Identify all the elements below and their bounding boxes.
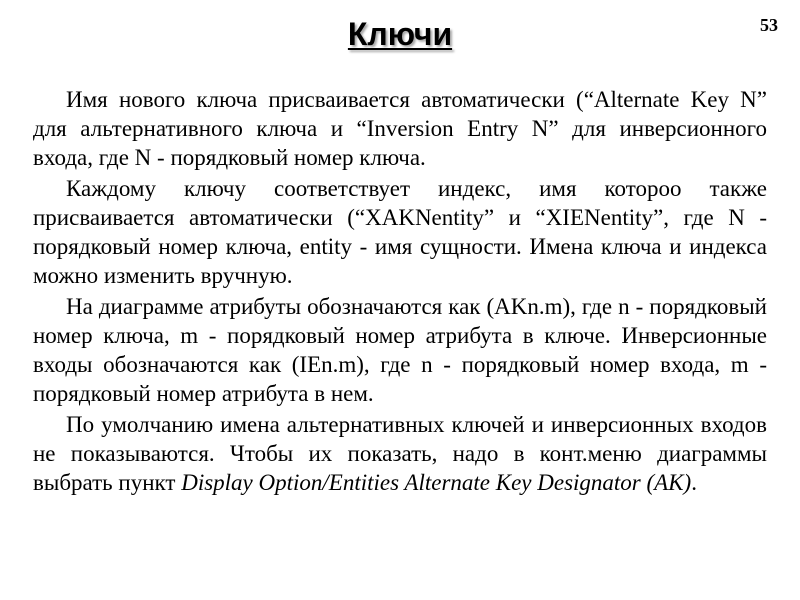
paragraph-index-names: Каждому ключу соответствует индекс, имя котороо также присваивается автоматически (“XAKNentity” и “XIENentity”, где N - порядковый номер ключа, entity - имя сущности. Имена ключа и индекса можно изменить вручную. [33,176,767,288]
paragraph-end: . [691,470,697,495]
paragraph-default-display [33,410,767,497]
paragraph-key-names: Имя нового ключа присваивается автоматически (“Alternate Key N” для альтернативного ключа и “Inversion Entry N” для инверсионного входа, где N - порядковый номер ключа. [33,87,767,170]
paragraph-default-display-text: По умолчанию имена альтернативных ключей и инверсионных входов не показываются. Чтобы их показать, надо в конт.меню диаграммы выбрать пункт [33,412,767,495]
page-number: 53 [760,15,778,35]
menu-option-name: Display Option/Entities Alternate Key Designator (AK) [181,470,692,495]
slide-body [33,85,767,499]
paragraph-diagram-notation: На диаграмме атрибуты обозначаются как (AKn.m), где n - порядковый номер ключа, m - порядковый номер атрибута в ключе. Инверсионные входы обозначаются как (IEn.m), где n - порядковый номер входа, m - порядковый номер атрибута в нем. [33,294,767,406]
slide-title: Ключи [347,16,453,52]
